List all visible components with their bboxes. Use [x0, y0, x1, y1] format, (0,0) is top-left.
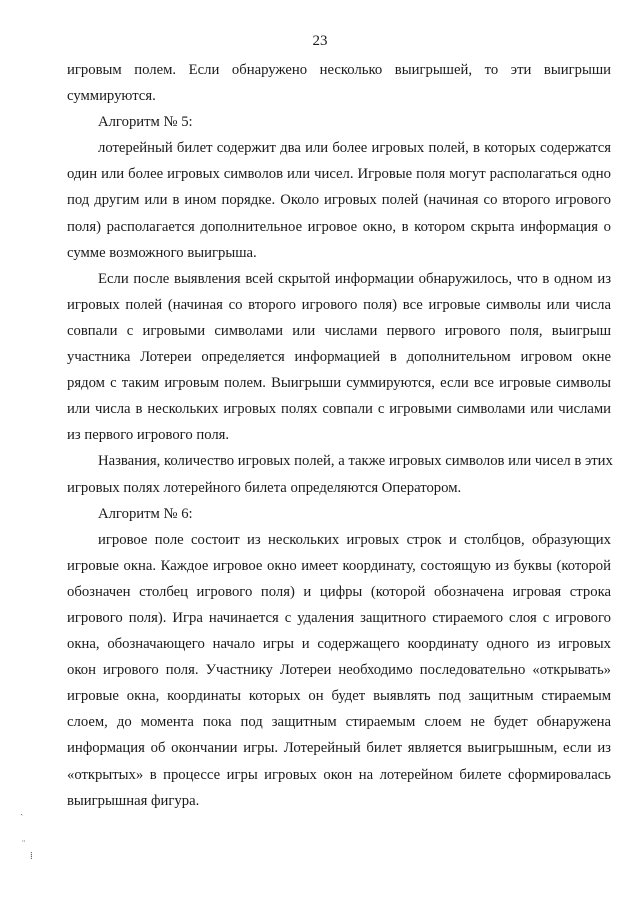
text-line: «открытых» в процессе игры игровых окон на лотерейном билете сформировалась: [67, 766, 611, 783]
text-line: игровым полем. Если обнаружено несколько выигрышей, то эти выигрыши: [67, 62, 611, 78]
text-line: Алгоритм № 5:: [98, 114, 193, 131]
text-line: Алгоритм № 6:: [98, 505, 193, 522]
text-line: суммируются.: [67, 88, 156, 105]
text-line: выигрышная фигура.: [67, 792, 200, 809]
paragraph-algorithm-6-p1: [67, 527, 611, 814]
text-line: информация об окончании игры. Лотерейный билет является выигрышным, если из: [67, 740, 611, 757]
text-line: Названия, количество игровых полей, а также игровых символов или чисел в этих: [98, 453, 613, 470]
paragraph-algorithm-5-p3: [67, 448, 611, 500]
text-line: сумме возможного выигрыша.: [67, 244, 257, 261]
page-number: 23: [312, 33, 328, 49]
text-line: под другим или в ином порядке. Около игровых полей (начиная со второго игрового: [67, 192, 611, 209]
paragraph-continuation: [67, 57, 611, 109]
scan-artifact-mark: ¨: [22, 839, 26, 850]
text-line: слоем, до момента пока под защитным стираемым слоем не будет обнаружена: [67, 714, 611, 731]
scan-artifact-mark: ⁞: [30, 851, 33, 862]
text-line: лотерейный билет содержит два или более игровых полей, в которых содержатся: [98, 140, 611, 157]
text-line: один или более игровых символов или чисел. Игровые поля могут располагаться одно: [67, 166, 611, 183]
text-line: совпали с игровыми символами или числами первого игрового поля, выигрыш: [67, 322, 611, 339]
text-line: из первого игрового поля.: [67, 427, 230, 444]
text-line: игровые окна. Каждое игровое окно имеет координату, состоящую из буквы (которой: [67, 557, 611, 574]
text-line: игровое поле состоит из нескольких игровых строк и столбцов, образующих: [98, 531, 611, 548]
text-line: участника Лотереи определяется информацией в дополнительном игровом окне: [67, 349, 611, 366]
text-line: окна, обозначающего начало игры и содержащего координату одного из игровых: [67, 636, 611, 653]
text-line: Если после выявления всей скрытой информации обнаружилось, что в одном из: [98, 270, 611, 287]
paragraph-algorithm-5-heading: [67, 109, 611, 135]
text-line: игровых полях лотерейного билета определяются Оператором.: [67, 479, 462, 496]
text-line: игровые окна, координаты которых он будет выявлять под защитным стираемым: [67, 688, 611, 705]
text-line: окон игрового поля. Участнику Лотереи необходимо последовательно «открывать»: [67, 662, 611, 679]
text-line: рядом с таким игровым полем. Выигрыши суммируются, если все игровые символы: [67, 375, 611, 392]
document-body: [67, 57, 611, 814]
text-line: игрового поля). Игра начинается с удаления защитного стираемого слоя с игрового: [67, 609, 611, 626]
text-line: или числа в нескольких игровых полях совпали с игровыми символами или числами: [67, 401, 611, 418]
paragraph-algorithm-5-p2: [67, 266, 611, 449]
paragraph-algorithm-5-p1: [67, 135, 611, 265]
scan-artifact-mark: ˎ: [20, 805, 24, 816]
text-line: обозначен столбец игрового поля) и цифры (которой обозначена игровая строка: [67, 583, 611, 600]
paragraph-algorithm-6-heading: [67, 501, 611, 527]
text-line: поля) располагается дополнительное игровое окно, в котором скрыта информация о: [67, 218, 611, 235]
text-line: игровых полей (начиная со второго игрового поля) все игровые символы или числа: [67, 296, 611, 313]
